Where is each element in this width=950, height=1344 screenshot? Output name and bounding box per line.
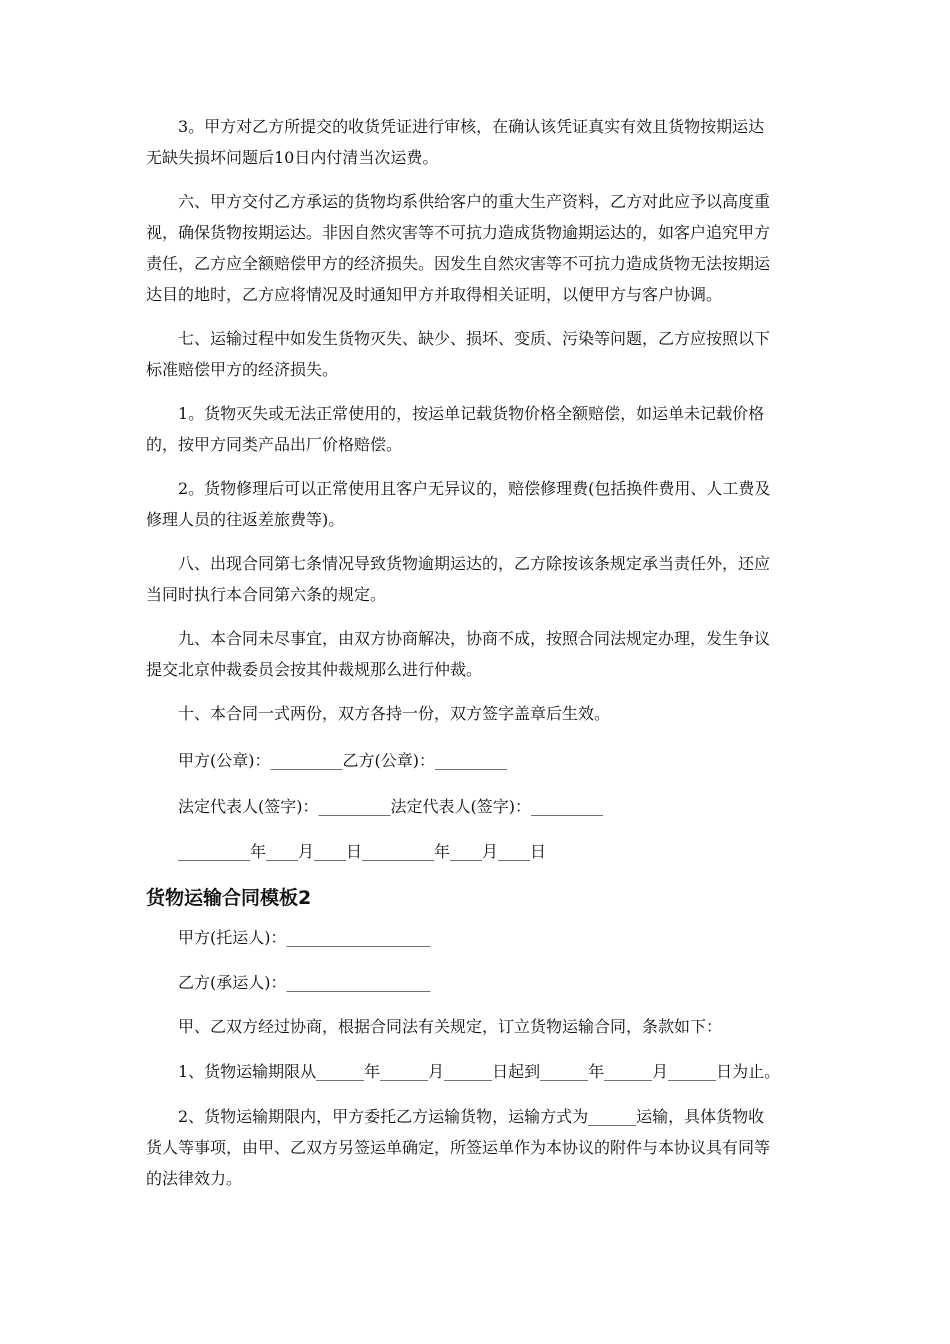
representative-signature-line: 法定代表人(签字)：_________法定代表人(签字)：_________ — [178, 797, 603, 816]
date-line: _________年____月____日_________年____月____日 — [178, 842, 547, 861]
clause-6-line-4: 达目的地时，乙方应将情况及时通知甲方并取得相关证明，以便甲方与客户协调。 — [146, 285, 723, 304]
clause-8-line-1: 八、出现合同第七条情况导致货物逾期运达的，乙方除按该条规定承当责任外，还应 — [178, 554, 771, 573]
party-b-line: 乙方(承运人)：__________________ — [178, 973, 431, 992]
clause-7-1-line-2: 的，按甲方同类产品出厂价格赔偿。 — [146, 435, 403, 454]
seal-signature-line: 甲方(公章)：_________乙方(公章)：_________ — [178, 751, 507, 770]
clause-6-line-1: 六、甲方交付乙方承运的货物均系供给客户的重大生产资料，乙方对此应予以高度重 — [178, 192, 771, 211]
clause-6-line-3: 责任，乙方应全额赔偿甲方的经济损失。因发生自然灾害等不可抗力造成货物无法按期运 — [146, 254, 771, 273]
clause-7-2-line-2: 修理人员的往返差旅费等)。 — [146, 510, 345, 529]
term-clause-1: 1、货物运输期限从______年______月______日起到______年______月______日为止。 — [178, 1062, 781, 1081]
clause-6-line-2: 视，确保货物按期运达。非因自然灾害等不可抗力造成货物逾期运达的，如客户追究甲方 — [146, 223, 771, 242]
clause-9-line-1: 九、本合同未尽事宜，由双方协商解决，协商不成，按照合同法规定办理，发生争议 — [178, 629, 771, 648]
clause-7-line-1: 七、运输过程中如发生货物灭失、缺少、损坏、变质、污染等问题，乙方应按照以下 — [178, 329, 771, 348]
clause-9-line-2: 提交北京仲裁委员会按其仲裁规那么进行仲裁。 — [146, 660, 483, 679]
party-a-line: 甲方(托运人)：__________________ — [178, 928, 431, 947]
term-clause-2-line-3: 的法律效力。 — [146, 1169, 243, 1188]
clause-7-1-line-1: 1。货物灭失或无法正常使用的，按运单记载货物价格全额赔偿，如运单未记载价格 — [178, 404, 765, 423]
clause-10: 十、本合同一式两份，双方各持一份，双方签字盖章后生效。 — [178, 704, 611, 723]
clause-3-line-1: 3。甲方对乙方所提交的收货凭证进行审核，在确认该凭证真实有效且货物按期运达 — [178, 117, 765, 136]
clause-7-2-line-1: 2。货物修理后可以正常使用且客户无异议的，赔偿修理费(包括换件费用、人工费及 — [178, 479, 771, 498]
term-clause-2-line-2: 货人等事项，由甲、乙双方另签运单确定，所签运单作为本协议的附件与本协议具有同等 — [146, 1138, 771, 1157]
term-clause-2-line-1: 2、货物运输期限内，甲方委托乙方运输货物，运输方式为______运输，具体货物收 — [178, 1107, 765, 1126]
contract-intro: 甲、乙双方经过协商，根据合同法有关规定，订立货物运输合同，条款如下： — [178, 1017, 723, 1036]
clause-3-line-2: 无缺失损坏问题后10日内付清当次运费。 — [146, 148, 439, 167]
clause-7-line-2: 标准赔偿甲方的经济损失。 — [146, 360, 339, 379]
section-2-title: 货物运输合同模板2 — [146, 887, 312, 909]
clause-8-line-2: 当同时执行本合同第六条的规定。 — [146, 585, 387, 604]
